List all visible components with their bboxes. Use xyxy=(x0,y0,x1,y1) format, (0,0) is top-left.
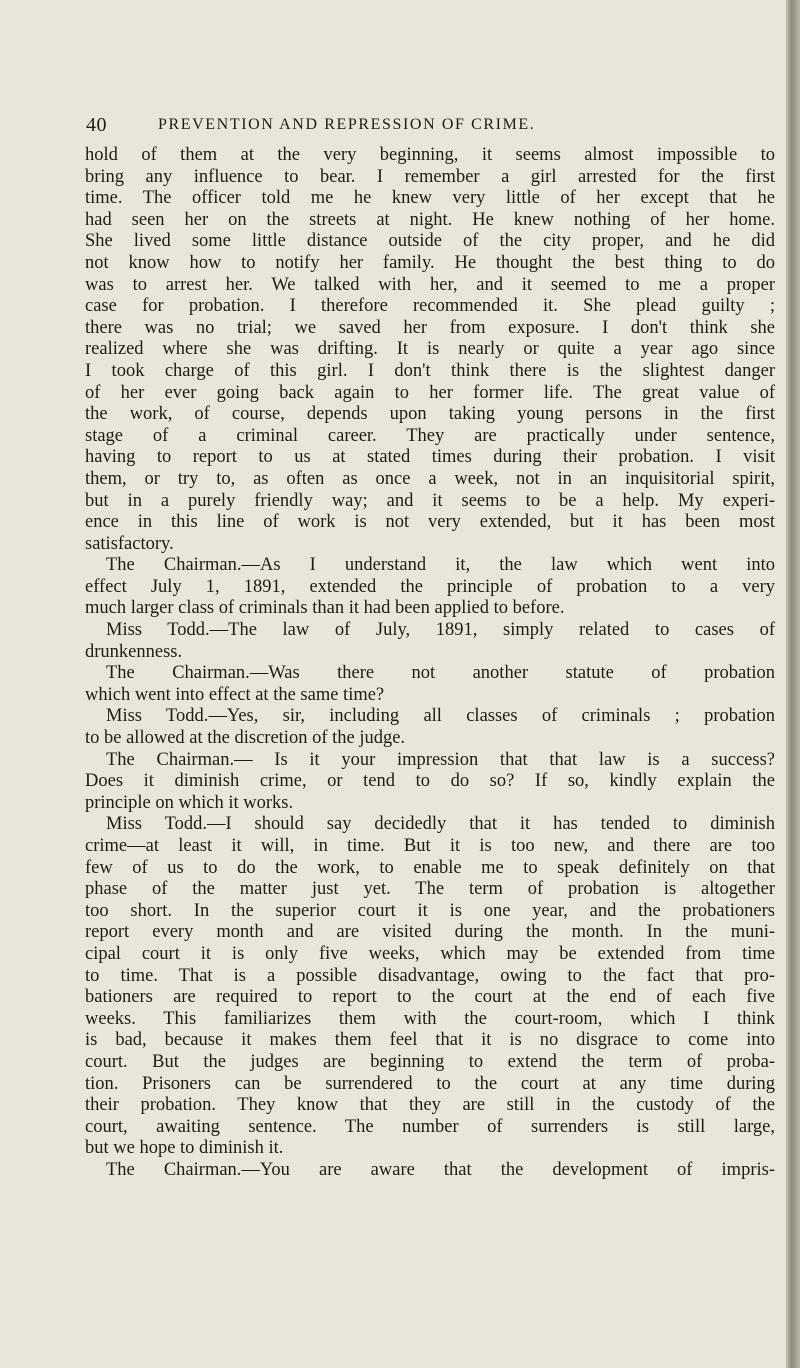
text-line: Does it diminish crime, or tend to do so? If so, kindly explain the xyxy=(85,771,775,792)
text-line: is bad, because it makes them feel that it is no disgrace to come into xyxy=(85,1030,775,1051)
text-line: too short. In the superior court it is one year, and the probationers xyxy=(85,900,775,921)
text-line: The Chairman.— Is it your impression that that law is a success? xyxy=(106,749,775,770)
text-line: cipal court it is only five weeks, which may be extended from time xyxy=(85,943,775,964)
text-line: of her ever going back again to her former life. The great value of xyxy=(85,382,775,403)
text-line: stage of a criminal career. They are practically under sentence, xyxy=(85,425,775,446)
text-line: had seen her on the streets at night. He knew nothing of her home. xyxy=(85,209,775,230)
text-line: to time. That is a possible disadvantage, owing to the fact that pro- xyxy=(85,965,775,986)
text-line: The Chairman.—You are aware that the development of impris- xyxy=(106,1159,775,1180)
text-line: court, awaiting sentence. The number of surrenders is still large, xyxy=(85,1116,775,1137)
page-number: 40 xyxy=(86,114,107,136)
text-line: ence in this line of work is not very extended, but it has been most xyxy=(85,512,775,533)
text-line: crime—at least it will, in time. But it is too new, and there are too xyxy=(85,836,775,856)
page-header xyxy=(86,114,776,140)
text-line: drunkenness. xyxy=(85,641,183,662)
text-line: report every month and are visited during the month. In the muni- xyxy=(85,922,775,943)
text-line: Miss Todd.—The law of July, 1891, simply related to cases of xyxy=(106,620,775,641)
text-line: but in a purely friendly way; and it seems to be a help. My experi- xyxy=(85,490,775,511)
text-line: their probation. They know that they are still in the custody of the xyxy=(85,1095,775,1116)
text-line: tion. Prisoners can be surrendered to the court at any time during xyxy=(85,1073,775,1094)
running-head: PREVENTION AND REPRESSION OF CRIME. xyxy=(158,116,536,133)
text-line: effect July 1, 1891, extended the principle of probation to a very xyxy=(85,576,775,597)
body-text xyxy=(85,145,775,1182)
text-line: phase of the matter just yet. The term of probation is altogether xyxy=(85,879,775,900)
text-line: not know how to notify her family. He thought the best thing to do xyxy=(85,252,775,273)
text-line: Miss Todd.—Yes, sir, including all classes of criminals ; probation xyxy=(106,706,775,727)
text-line: which went into effect at the same time? xyxy=(85,684,385,705)
text-line: much larger class of criminals than it had been applied to before. xyxy=(85,598,565,619)
text-line: the work, of course, depends upon taking young persons in the first xyxy=(85,404,775,425)
text-line: bationers are required to report to the court at the end of each five xyxy=(85,987,775,1008)
page-edge xyxy=(786,0,800,1368)
text-line: hold of them at the very beginning, it seems almost impossible to xyxy=(85,145,775,165)
text-line: Miss Todd.—I should say decidedly that it has tended to diminish xyxy=(106,814,775,835)
text-line: court. But the judges are beginning to extend the term of proba- xyxy=(85,1051,775,1072)
text-line: She lived some little distance outside of the city proper, and he did xyxy=(85,231,775,252)
text-line: few of us to do the work, to enable me to speak definitely on that xyxy=(85,857,775,878)
text-line: was to arrest her. We talked with her, and it seemed to me a proper xyxy=(85,274,775,295)
text-line: having to report to us at stated times during their probation. I visit xyxy=(85,447,775,468)
text-line: them, or try to, as often as once a week, not in an inquisitorial spirit, xyxy=(85,468,775,489)
text-line: principle on which it works. xyxy=(85,792,294,813)
text-line: case for probation. I therefore recommended it. She plead guilty ; xyxy=(85,296,775,317)
text-line: time. The officer told me he knew very little of her except that he xyxy=(85,188,775,209)
text-line: but we hope to diminish it. xyxy=(85,1138,284,1159)
text-line: realized where she was drifting. It is nearly or quite a year ago since xyxy=(85,339,775,360)
text-line: The Chairman.—Was there not another statute of probation xyxy=(106,663,775,684)
text-line: satisfactory. xyxy=(85,533,174,554)
text-line: to be allowed at the discretion of the judge. xyxy=(85,728,406,749)
text-line: there was no trial; we saved her from exposure. I don't think she xyxy=(85,317,775,338)
text-line: I took charge of this girl. I don't think there is the slightest danger xyxy=(85,360,775,381)
text-line: weeks. This familiarizes them with the court-room, which I think xyxy=(85,1008,775,1029)
text-line: The Chairman.—As I understand it, the law which went into xyxy=(106,555,775,576)
text-line: bring any influence to bear. I remember a girl arrested for the first xyxy=(85,166,775,187)
